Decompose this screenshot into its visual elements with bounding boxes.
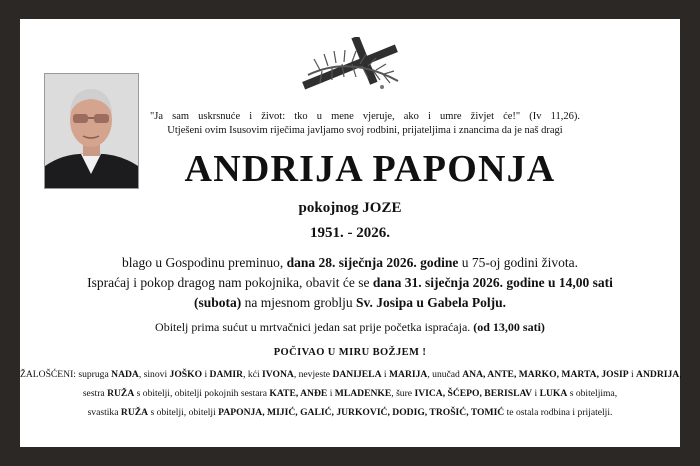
mourner-name: MARIJA <box>388 369 428 380</box>
mourner-text: i <box>532 388 540 399</box>
age-text: u 75-oj godini života. <box>458 255 578 270</box>
mourners-line-2 <box>20 388 680 399</box>
mourner-text: svastika <box>87 407 121 418</box>
mourner-text: ŽALOŠĆENI: supruga <box>20 369 112 380</box>
obituary-card <box>20 19 680 447</box>
mourner-name: RUŽA <box>107 388 135 399</box>
father-name: pokojnog JOZE <box>298 200 402 216</box>
mourner-name: RUŽA <box>120 407 149 418</box>
mourner-text: i <box>628 369 637 380</box>
condolence-line <box>20 320 680 335</box>
mourner-name: KATE, ANĐE <box>269 388 328 399</box>
mourner-name: ANA, ANTE, MARKO, MARTA, JOSIP <box>462 369 629 380</box>
mourner-name: ANDRIJA <box>636 369 680 380</box>
mourner-text: , kći <box>243 369 263 380</box>
mourner-name: DAMIR <box>209 369 244 380</box>
rest-in-peace: POČIVAO U MIRU BOŽJEM ! <box>273 347 427 358</box>
mourner-text: s obitelji, obitelji pokojnih sestara <box>134 388 270 399</box>
deceased-name: ANDRIJA PAPONJA <box>184 148 556 190</box>
intro-text: Utješeni ovim Isusovim riječima javljamo svoj rodbini, prijateljima i znancima da je naš dragi <box>167 125 563 136</box>
condolence-text: Obitelj prima sućut u mrtvačnici jedan sat prije početka ispraćaja. <box>155 320 474 334</box>
mourner-text: , šure <box>391 388 415 399</box>
funeral-place-line <box>20 295 680 311</box>
mourner-text: s obiteljima, <box>567 388 618 399</box>
mourner-text: sestra <box>82 388 108 399</box>
mourner-text: te ostala rodbina i prijatelji. <box>504 407 613 418</box>
mourner-text: , unučad <box>427 369 463 380</box>
mourner-text: , <box>679 369 682 380</box>
mourner-name: IVICA, ŠĆEPO, BERISLAV <box>414 388 533 399</box>
bible-quote: "Ja sam uskrsnuće i život: tko u mene vjeruje, ako i umre živjet će!" (Iv 11,26). <box>150 111 580 122</box>
mourner-text: , sinovi <box>138 369 170 380</box>
mourner-text: s obitelji, obitelji <box>148 407 219 418</box>
life-years: 1951. - 2026. <box>310 225 390 241</box>
mourner-name: NADA <box>111 369 139 380</box>
mourners-line-1 <box>20 369 680 380</box>
death-text: blago u Gospodinu preminuo, <box>122 255 287 270</box>
mourner-text: i <box>381 369 389 380</box>
mourner-text: i <box>327 388 335 399</box>
cemetery-name: Sv. Josipa u Gabela Polju. <box>355 295 507 310</box>
condolence-time: (od 13,00 sati) <box>473 320 545 334</box>
death-notice-line <box>20 255 680 271</box>
funeral-line <box>20 275 680 291</box>
mourner-name: DANIJELA <box>332 369 382 380</box>
funeral-date: dana 31. siječnja 2026. godine u 14,00 sati <box>372 275 613 290</box>
mourner-text: i <box>202 369 210 380</box>
funeral-day: (subota) <box>193 295 242 310</box>
mourner-name: LUKA <box>539 388 568 399</box>
mourners-line-3 <box>20 407 680 418</box>
mourner-text: , nevjeste <box>293 369 333 380</box>
death-date: dana 28. siječnja 2026. godine <box>286 255 459 270</box>
mourner-name: IVONA <box>262 369 294 380</box>
cemetery-text: na mjesnom groblju <box>241 295 356 310</box>
mourner-name: PAPONJA, MIJIĆ, GALIĆ, JURKOVIĆ, DODIG, TROŠIĆ, TOMIĆ <box>218 407 505 418</box>
funeral-text: Ispraćaj i pokop dragog nam pokojnika, obavit će se <box>87 275 373 290</box>
cross-with-palm-icon <box>290 37 410 97</box>
mourner-name: MLADENKE <box>334 388 392 399</box>
mourner-name: JOŠKO <box>169 369 203 380</box>
